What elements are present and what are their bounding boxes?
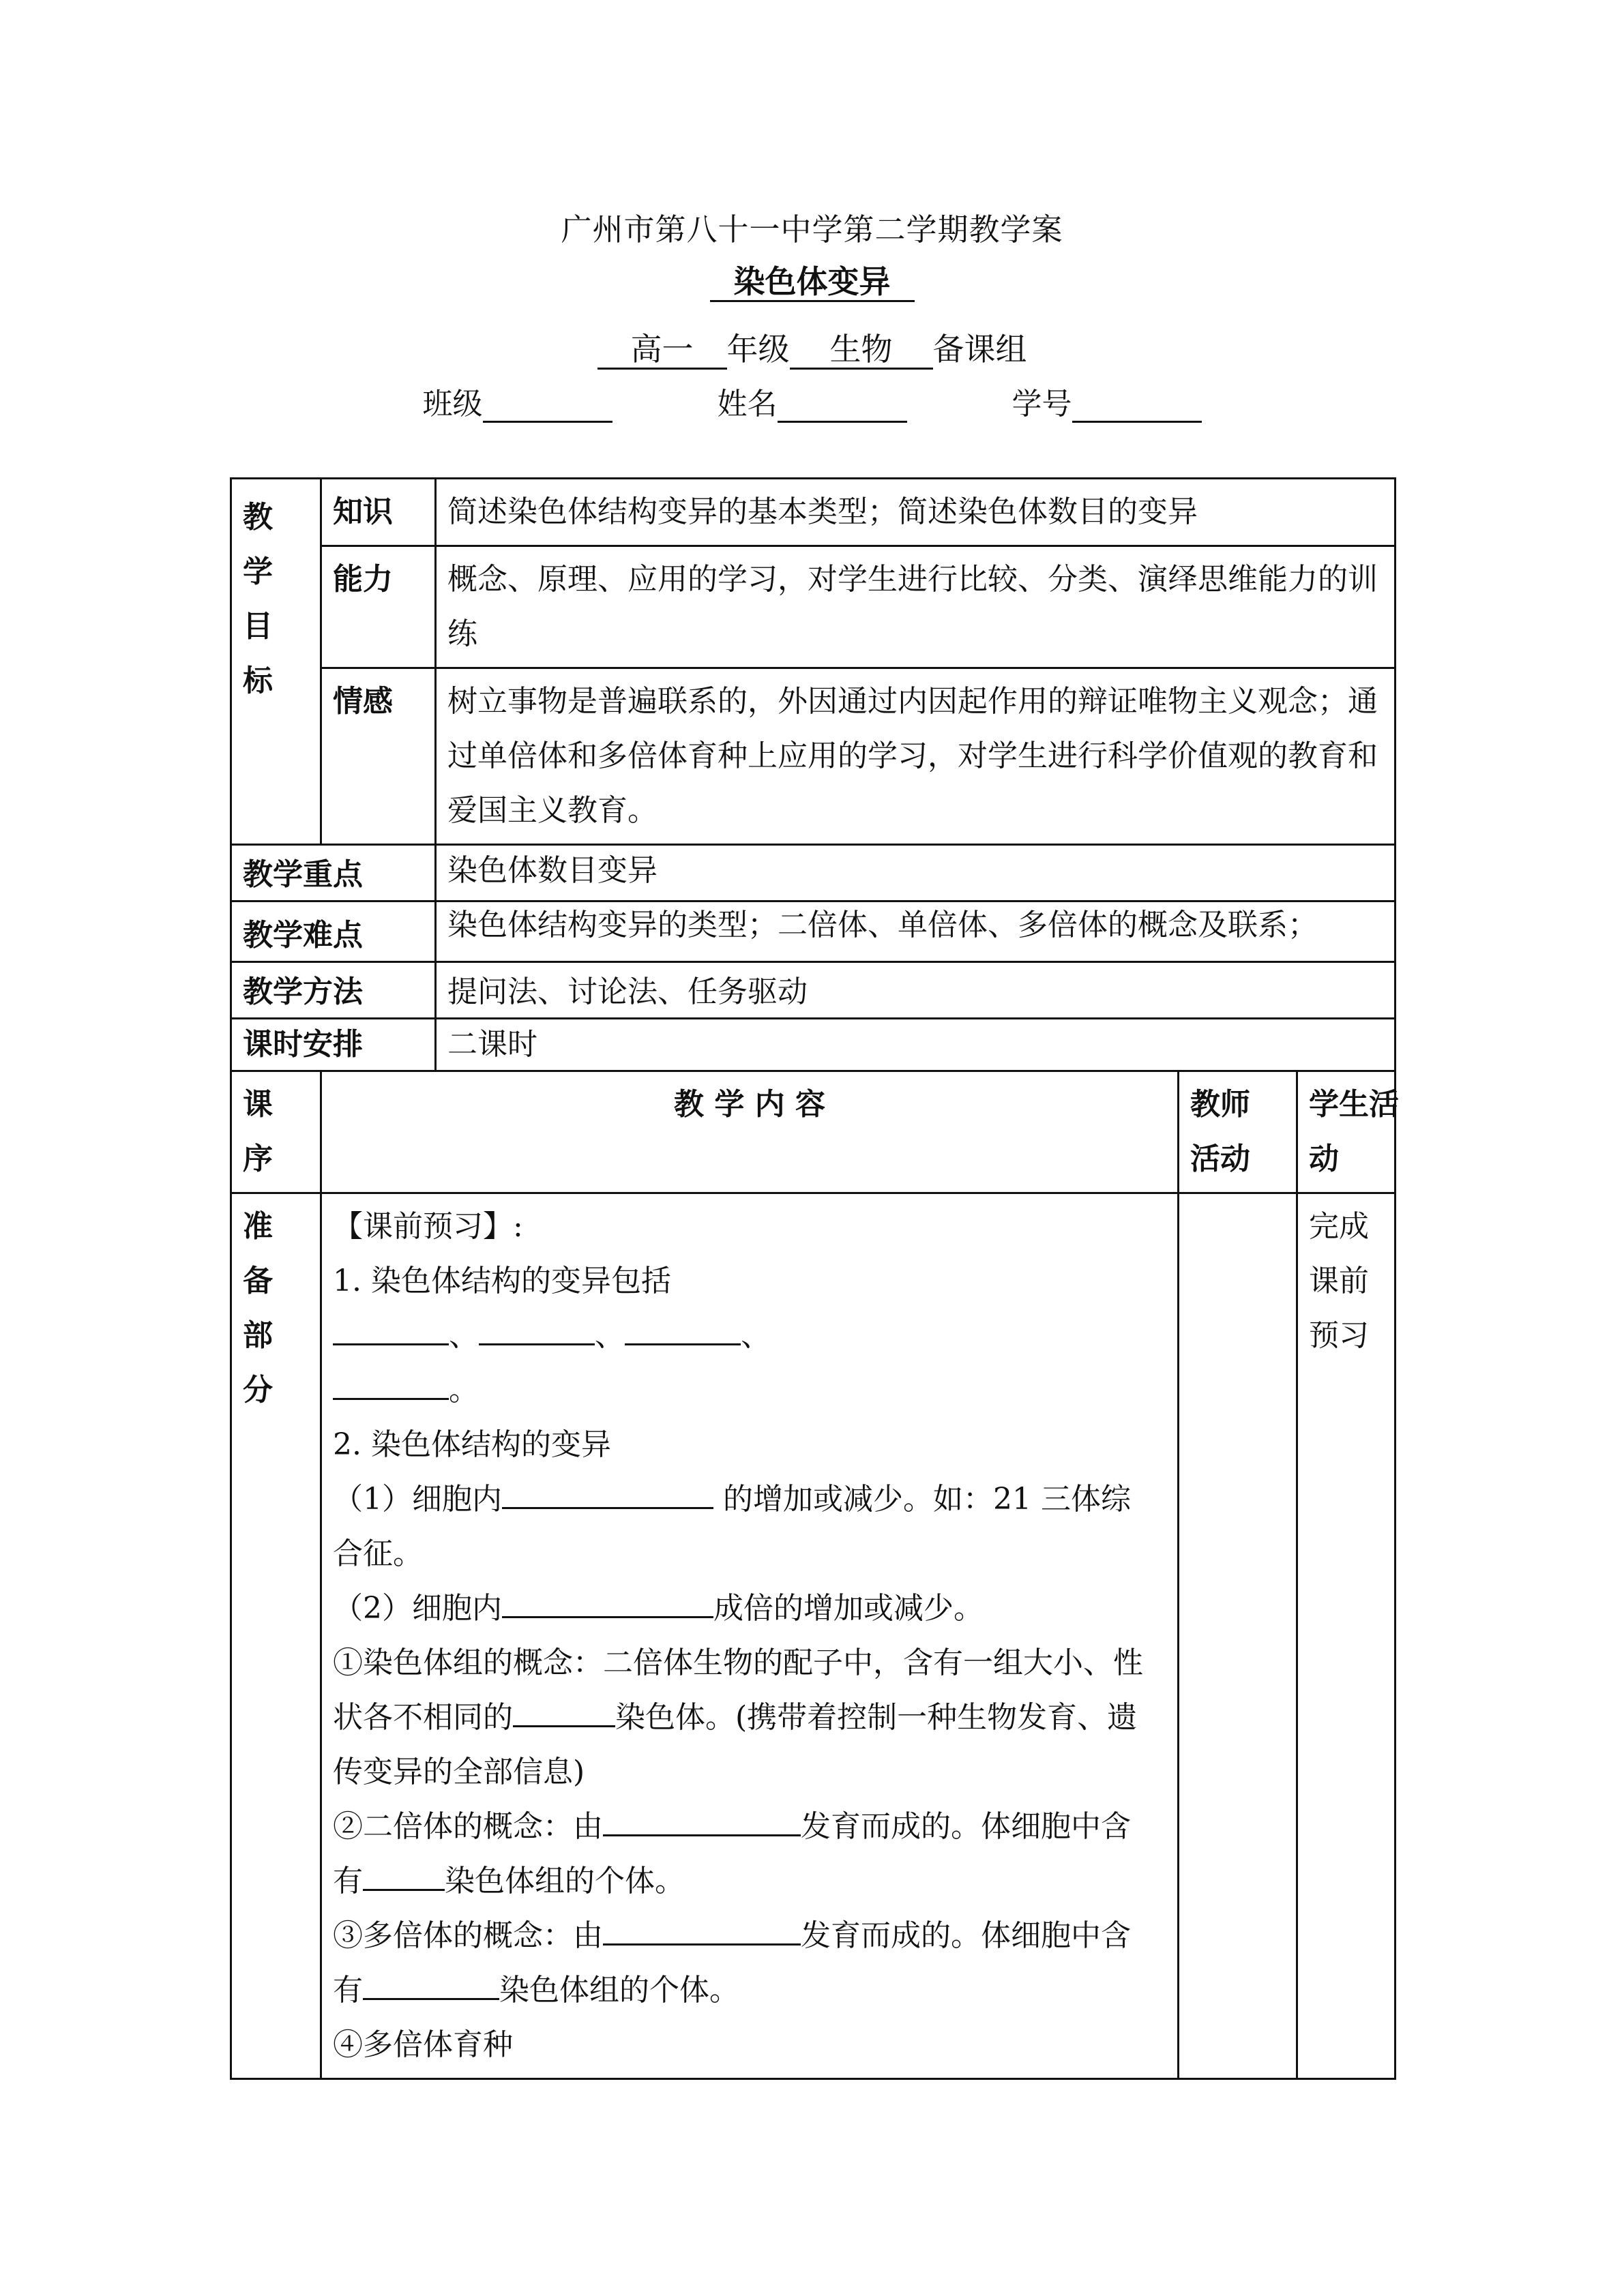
class-label: 班级: [422, 387, 483, 421]
q1-blank-2[interactable]: [479, 1313, 595, 1345]
method-label: 教学方法: [231, 962, 436, 1019]
objective-ability-row: [231, 546, 1396, 668]
lesson-title: [0, 263, 1624, 302]
q1-blank-1[interactable]: [333, 1313, 449, 1345]
objective-knowledge-row: [231, 479, 1396, 546]
method-row: [231, 962, 1396, 1019]
q2-1-blank[interactable]: [502, 1477, 713, 1509]
key-point-row: [231, 845, 1396, 901]
name-label: 姓名: [717, 387, 778, 421]
q2-2-blank[interactable]: [502, 1586, 713, 1618]
class-blank[interactable]: [483, 393, 612, 423]
number-blank[interactable]: [1072, 393, 1202, 423]
grade-suffix: 年级: [726, 331, 790, 368]
objective-emotion-row: [231, 668, 1396, 845]
preview-heading: 【课前预习】:: [333, 1209, 523, 1244]
grade-line: [0, 325, 1624, 370]
prep-content: [321, 1193, 1179, 2079]
emotion-text: 树立事物是普遍联系的，外因通过内因起作用的辩证唯物主义观念；通过单倍体和多倍体育种上应用的学习，对学生进行科学价值观的教育和爱国主义教育。: [436, 668, 1396, 845]
emotion-label: 情感: [321, 668, 436, 845]
difficulty-text: 染色体结构变异的类型；二倍体、单倍体、多倍体的概念及联系；: [436, 901, 1396, 962]
school-title: 广州市第八十一中学第二学期教学案: [561, 211, 1063, 248]
lesson-plan-table: [230, 477, 1399, 2080]
sequence-header: 课序: [231, 1071, 321, 1193]
student-info-line: [0, 379, 1624, 423]
prep-teacher-activity: [1179, 1193, 1297, 2079]
name-blank[interactable]: [778, 393, 907, 423]
difficulty-label: 教学难点: [231, 901, 436, 962]
objectives-label: 教学目标: [231, 479, 321, 845]
concept-3-blank-1[interactable]: [603, 1913, 801, 1945]
question-2-1: （1）细胞内 的增加或减少。如：21 三体综合征。: [333, 1472, 1157, 1581]
method-text: 提问法、讨论法、任务驱动: [436, 962, 1396, 1019]
ability-text: 概念、原理、应用的学习，对学生进行比较、分类、演绎思维能力的训练: [436, 546, 1396, 668]
concept-1: ①染色体组的概念：二倍体生物的配子中，含有一组大小、性状各不相同的 染色体。(携带着控制一种生物发育、遗传变异的全部信息): [333, 1645, 1143, 1789]
grade-value: 高一: [597, 331, 727, 370]
number-label: 学号: [1012, 387, 1072, 421]
group-suffix: 备课组: [932, 331, 1027, 368]
q1-blank-4[interactable]: [333, 1368, 449, 1400]
content-header-row: [231, 1071, 1396, 1193]
key-point-text: 染色体数目变异: [436, 845, 1396, 901]
concept-2-blank-1[interactable]: [603, 1804, 801, 1836]
knowledge-text: 简述染色体结构变异的基本类型；简述染色体数目的变异: [436, 479, 1396, 546]
concept-3-blank-2[interactable]: [363, 1968, 499, 2000]
schedule-row: [231, 1019, 1396, 1071]
concept-3: ③多倍体的概念：由 发育而成的。体细胞中含有 染色体组的个体。: [333, 1909, 1157, 2018]
number-field: [1012, 379, 1202, 423]
schedule-label: 课时安排: [231, 1019, 436, 1071]
concept-4: ④多倍体育种: [333, 2027, 513, 2062]
ability-label: 能力: [321, 546, 436, 668]
concept-2-blank-2[interactable]: [363, 1859, 445, 1891]
knowledge-label: 知识: [321, 479, 436, 546]
subject-value: 生物: [790, 331, 933, 370]
lesson-title-text: 染色体变异: [710, 264, 915, 302]
question-2: 2. 染色体结构的变异: [333, 1427, 611, 1462]
prep-row: [231, 1193, 1396, 2079]
key-point-label: 教学重点: [231, 845, 436, 901]
prep-label: 准备部分: [231, 1193, 321, 2079]
student-activity-header: 学生活动: [1297, 1071, 1396, 1193]
difficulty-row: [231, 901, 1396, 962]
class-field: [423, 379, 612, 423]
content-header: 教 学 内 容: [321, 1071, 1179, 1193]
concept-2: ②二倍体的概念：由 发育而成的。体细胞中含有 染色体组的个体。: [333, 1800, 1157, 1909]
name-field: [718, 379, 907, 423]
question-1: 1. 染色体结构的变异包括 、 、 、 。: [333, 1264, 771, 1407]
concept-1-blank[interactable]: [513, 1695, 615, 1727]
schedule-text: 二课时: [436, 1019, 1396, 1071]
q1-blank-3[interactable]: [625, 1313, 741, 1345]
prep-student-activity: 完成课前预习: [1297, 1193, 1396, 2079]
teacher-activity-header: 教师活动: [1179, 1071, 1297, 1193]
question-2-2: （2）细胞内 成倍的增加或减少。: [333, 1581, 1157, 1636]
